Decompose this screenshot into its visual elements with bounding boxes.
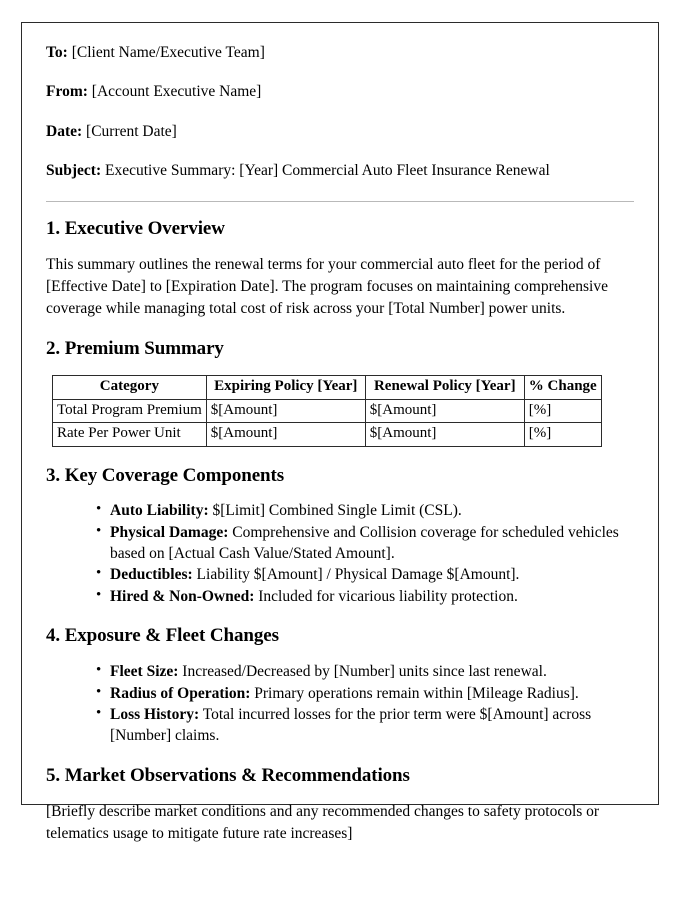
list-item-text: Increased/Decreased by [Number] units since last renewal. (178, 663, 547, 681)
list-item-lead: Hired & Non-Owned: (110, 587, 255, 605)
list-item-lead: Physical Damage: (110, 524, 229, 541)
table-header-row (53, 376, 602, 400)
list-item-lead: Loss History: (110, 706, 200, 724)
list-item (96, 684, 634, 705)
table-header-expiring-policy: Expiring Policy [Year] (206, 376, 365, 400)
document-page (21, 22, 659, 843)
memo-line-to (46, 43, 634, 62)
cell-renewal: $[Amount] (365, 399, 524, 423)
list-item-text: Comprehensive and Collision coverage for scheduled vehicles based on [Actual Cash Value/Stated Amount]. (110, 524, 619, 562)
table-header-category: Category (53, 376, 207, 400)
table-header-percent-change: % Change (524, 376, 601, 400)
list-item (96, 501, 634, 522)
list-item-text: $[Limit] Combined Single Limit (CSL). (208, 502, 462, 520)
heading-key-coverage-components: 3. Key Coverage Components (46, 464, 285, 486)
list-item-lead: Auto Liability: (110, 502, 209, 520)
heading-premium-summary: 2. Premium Summary (46, 338, 224, 360)
list-item-text: Included for vicarious liability protection. (254, 587, 518, 605)
memo-line-subject (46, 161, 634, 180)
list-item (96, 565, 634, 586)
table-row (53, 399, 602, 423)
list-item-lead: Fleet Size: (110, 663, 179, 681)
document-body (22, 23, 658, 845)
memo-line-from (46, 82, 634, 101)
header-divider (46, 201, 634, 202)
memo-label-subject: Subject: (46, 162, 102, 180)
memo-value-from: [Account Executive Name] (91, 83, 262, 101)
list-item (96, 523, 634, 564)
paragraph-market-observations: [Briefly describe market conditions and any recommended changes to safety protocols or telematics usage to mitigate future rate increases] (46, 803, 600, 843)
heading-exposure-fleet-changes: 4. Exposure & Fleet Changes (46, 625, 279, 647)
list-item (96, 662, 634, 683)
memo-label-to: To: (46, 44, 68, 61)
cell-expiring: $[Amount] (206, 423, 365, 447)
list-item-lead: Deductibles: (110, 566, 193, 584)
table-header-renewal-policy: Renewal Policy [Year] (365, 376, 524, 400)
cell-change: [%] (524, 423, 601, 447)
list-item (96, 705, 634, 746)
list-item (96, 587, 634, 608)
exposure-bullet-list (46, 662, 634, 746)
cell-category: Rate Per Power Unit (53, 423, 207, 447)
cell-change: [%] (524, 399, 601, 423)
memo-label-date: Date: (46, 122, 83, 140)
list-item-text: Total incurred losses for the prior term were $[Amount] across [Number] claims. (110, 706, 592, 745)
cell-expiring: $[Amount] (206, 399, 365, 423)
premium-table-body (53, 399, 602, 446)
memo-value-date: [Current Date] (86, 122, 177, 140)
premium-summary-table (52, 375, 602, 447)
list-item-text: Liability $[Amount] / Physical Damage $[Amount]. (192, 566, 520, 584)
table-row (53, 423, 602, 447)
heading-executive-overview: 1. Executive Overview (46, 217, 225, 239)
coverage-bullet-list (46, 501, 634, 607)
list-item-lead: Radius of Operation: (110, 684, 251, 702)
premium-table-head (53, 376, 602, 400)
cell-category: Total Program Premium (53, 399, 207, 423)
paragraph-executive-overview: This summary outlines the renewal terms for your commercial auto fleet for the period of [Effective Date] to [Expiration Date]. The program focuses on maintaining comprehensive coverage while managing total cost of risk across your [Total Number] power units. (46, 256, 608, 318)
list-item-text: Primary operations remain within [Mileage Radius]. (250, 684, 579, 702)
memo-value-to: [Client Name/Executive Team] (71, 44, 265, 61)
memo-label-from: From: (46, 83, 88, 101)
memo-value-subject: Executive Summary: [Year] Commercial Auto Fleet Insurance Renewal (104, 162, 550, 180)
memo-line-date (46, 122, 634, 141)
cell-renewal: $[Amount] (365, 423, 524, 447)
heading-market-observations: 5. Market Observations & Recommendations (46, 764, 410, 786)
